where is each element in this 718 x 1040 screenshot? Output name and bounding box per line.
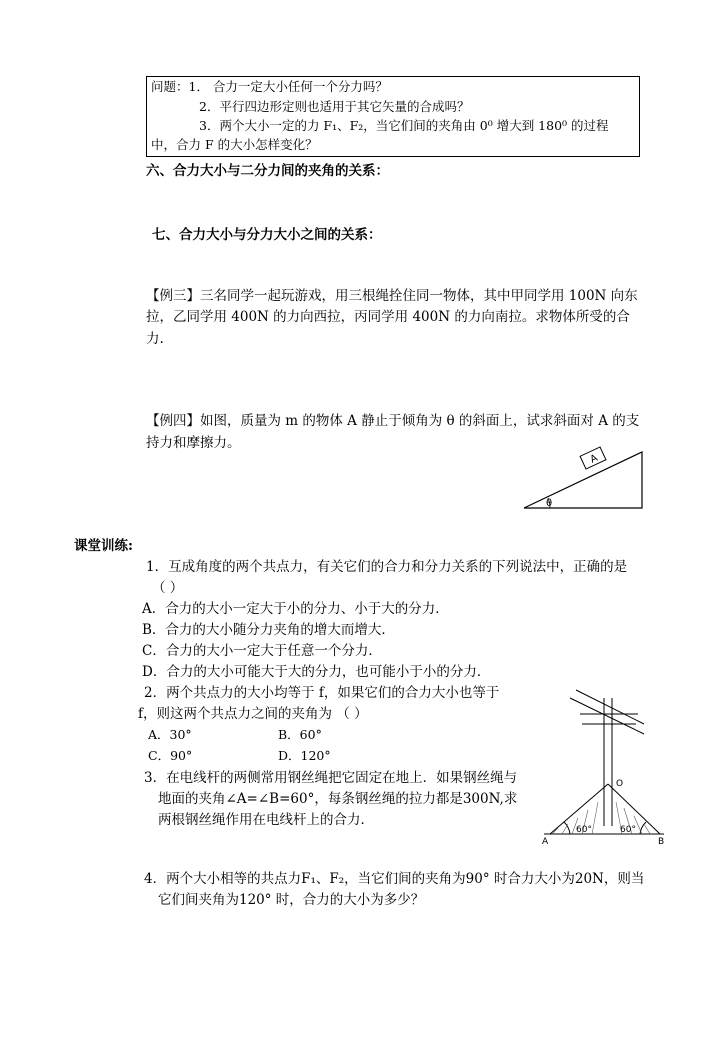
q1-option-d: D．合力的大小可能大于大的分力，也可能小于小的分力．: [142, 664, 491, 680]
question-line-1: 问题：1． 合力一定大小任何一个分力吗？: [151, 79, 388, 94]
question-line-4: 中，合力 F 的大小怎样变化？: [151, 137, 318, 152]
q2-option-a: A．30°: [148, 727, 192, 742]
q3-line-2: 地面的夹角∠A=∠B=60°，每条钢丝绳的拉力都是300N,求: [158, 791, 518, 807]
example-4-line-1: 【例四】如图，质量为 m 的物体 A 静止于倾角为 θ 的斜面上，试求斜面对 A 的支: [146, 413, 640, 429]
q2-option-c: C．90°: [148, 748, 193, 763]
example-4-line-2: 持力和摩擦力。: [146, 435, 241, 451]
q1-option-b: B．合力的大小随分力夹角的增大而增大．: [142, 622, 395, 638]
q1-stem-1: 1．互成角度的两个共点力，有关它们的合力和分力关系的下列说法中，正确的是: [146, 559, 628, 575]
question-line-3: 3．两个大小一定的力 F₁、F₂，当它们间的夹角由 0⁰ 增大到 180⁰ 的过程: [199, 118, 609, 133]
block-a: [580, 447, 606, 469]
q4-line-1: 4．两个大小相等的共点力F₁、F₂，当它们间的夹角为90° 时合力大小为20N，则当: [144, 871, 645, 887]
q1-stem-2: （ ）: [152, 580, 184, 596]
q3-line-3: 两根钢丝绳作用在电线杆上的合力．: [158, 812, 374, 828]
q2-option-d: D．120°: [278, 748, 331, 763]
incline-figure: [520, 444, 650, 514]
point-o-label: O: [616, 779, 624, 789]
pole-figure: [540, 676, 670, 846]
question-line-2: 2．平行四边形定则也适用于其它矢量的合成吗？: [199, 99, 470, 114]
training-heading: 课堂训练:: [74, 538, 133, 554]
questions-box: [146, 76, 640, 157]
angle-arc-left: [564, 822, 570, 834]
angle-right-label: 60°: [620, 825, 636, 835]
block-a-label: A: [588, 452, 600, 466]
point-b-label: B: [658, 837, 665, 846]
q1-option-a: A．合力的大小一定大于小的分力、小于大的分力．: [142, 601, 449, 617]
example-3-line-1: 【例三】三名同学一起玩游戏，用三根绳拴住同一物体，其中甲同学用 100N 向东: [146, 288, 638, 304]
q3-line-1: 3．在电线杆的两侧常用钢丝绳把它固定在地上．如果钢丝绳与: [144, 770, 518, 786]
point-a-label: A: [542, 837, 549, 846]
q1-option-c: C．合力的大小一定大于任意一个分力．: [142, 643, 382, 659]
q2-stem-1: 2．两个共点力的大小均等于 f，如果它们的合力大小也等于: [144, 685, 500, 701]
section-7-heading: 七、合力大小与分力大小之间的关系：: [152, 227, 382, 243]
cable-upper: [576, 690, 644, 724]
section-6-heading: 六、合力大小与二分力间的夹角的关系：: [146, 163, 389, 179]
example-3-line-3: 力.: [146, 331, 164, 347]
q4-line-2: 它们间夹角为120° 时，合力的大小为多少？: [158, 892, 425, 908]
theta-label: θ: [546, 498, 553, 509]
example-3-line-2: 拉，乙同学用 400N 的力向西拉，丙同学用 400N 的力向南拉。求物体所受的合: [146, 309, 630, 325]
q2-option-b: B．60°: [278, 727, 322, 742]
angle-left-label: 60°: [576, 825, 592, 835]
q2-stem-2: f，则这两个共点力之间的夹角为 （ ）: [138, 706, 368, 722]
cable-lower: [570, 698, 644, 734]
